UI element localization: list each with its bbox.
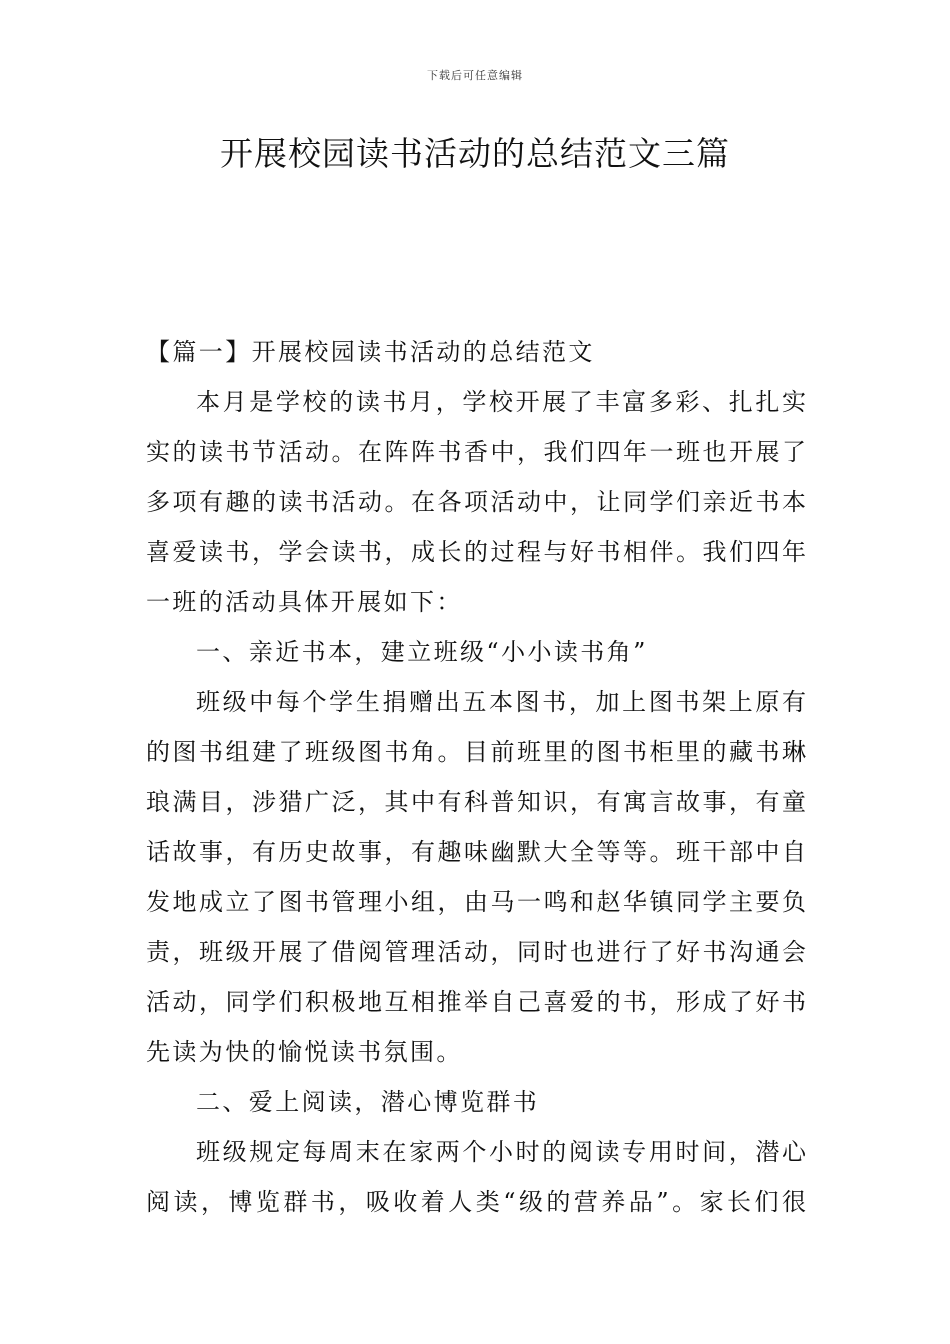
paragraph-line: 喜爱读书，学会读书，成长的过程与好书相伴。我们四年 [146, 538, 806, 566]
paragraph-line: 话故事，有历史故事，有趣味幽默大全等等。班干部中自 [146, 838, 806, 866]
paragraph-line: 的图书组建了班级图书角。目前班里的图书柜里的藏书琳 [146, 738, 806, 766]
paragraph-line: 先读为快的愉悦读书氛围。 [146, 1038, 463, 1066]
paragraph-line: 一班的活动具体开展如下： [146, 588, 463, 616]
paragraph-line: 班级规定每周末在家两个小时的阅读专用时间，潜心 [196, 1138, 806, 1166]
subheading: 一、亲近书本，建立班级“小小读书角” [196, 638, 648, 666]
paragraph-line: 班级中每个学生捐赠出五本图书，加上图书架上原有 [196, 688, 806, 716]
paragraph-line: 本月是学校的读书月，学校开展了丰富多彩、扎扎实 [196, 388, 806, 416]
section-heading: 【篇一】开展校园读书活动的总结范文 [146, 338, 595, 366]
paragraph-line: 琅满目，涉猎广泛，其中有科普知识，有寓言故事，有童 [146, 788, 806, 816]
paragraph-line: 实的读书节活动。在阵阵书香中，我们四年一班也开展了 [146, 438, 806, 466]
paragraph-line: 多项有趣的读书活动。在各项活动中，让同学们亲近书本 [146, 488, 806, 516]
document-title: 开展校园读书活动的总结范文三篇 [220, 134, 730, 173]
document-body [146, 327, 806, 1227]
paragraph-line: 发地成立了图书管理小组，由马一鸣和赵华镇同学主要负 [146, 888, 806, 916]
paragraph-line: 阅读，博览群书，吸收着人类“级的营养品”。家长们很 [146, 1188, 806, 1216]
subheading: 二、爱上阅读，潜心博览群书 [196, 1088, 540, 1116]
paragraph-line: 责，班级开展了借阅管理活动，同时也进行了好书沟通会 [146, 938, 806, 966]
header-note: 下载后可任意编辑 [427, 69, 523, 82]
paragraph-line: 活动，同学们积极地互相推举自己喜爱的书，形成了好书 [146, 988, 806, 1016]
